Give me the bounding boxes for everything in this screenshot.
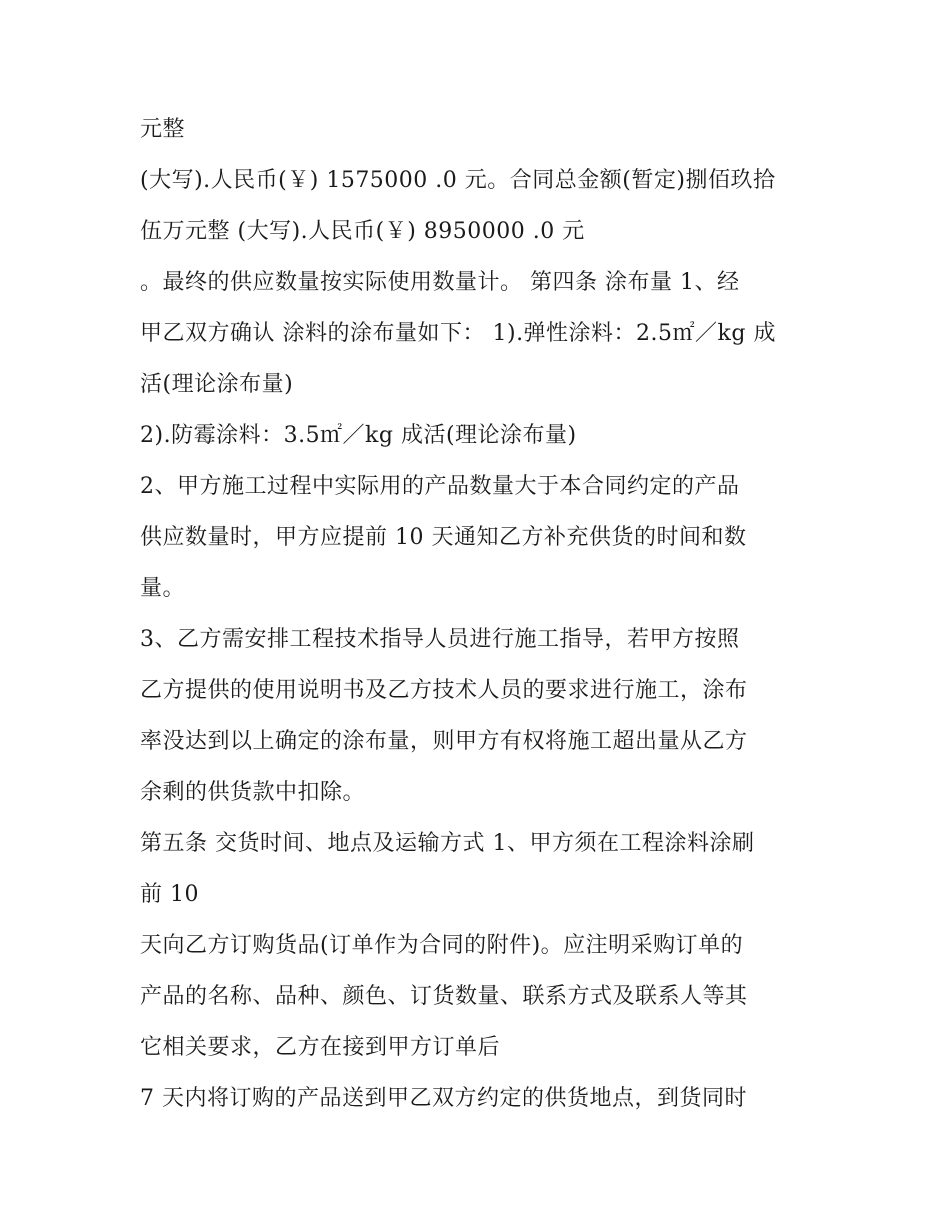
text-line: 乙方提供的使用说明书及乙方技术人员的要求进行施工，涂布 xyxy=(140,678,748,703)
text-line: 量。 xyxy=(140,576,186,601)
contract-text xyxy=(140,108,820,1128)
text-line: 2).防霉涂料：3.5㎡／kg 成活(理论涂布量) xyxy=(140,423,577,448)
text-line: 伍万元整 (大写).人民币(￥) 8950000 .0 元 xyxy=(140,219,585,244)
text-line: 它相关要求，乙方在接到甲方订单后 xyxy=(140,1035,501,1060)
text-line: 前 10 xyxy=(140,882,199,907)
text-line: 余剩的供货款中扣除。 xyxy=(140,780,366,805)
text-line: 率没达到以上确定的涂布量，则甲方有权将施工超出量从乙方 xyxy=(140,729,748,754)
text-line: (大写).人民币(￥) 1575000 .0 元。合同总金额(暂定)捌佰玖拾 xyxy=(140,168,776,193)
text-line: 。最终的供应数量按实际使用数量计。 第四条 涂布量 1、经 xyxy=(140,270,740,295)
text-line: 3、乙方需安排工程技术指导人员进行施工指导，若甲方按照 xyxy=(140,627,740,652)
text-line: 2、甲方施工过程中实际用的产品数量大于本合同约定的产品 xyxy=(140,474,740,499)
text-line: 7 天内将订购的产品送到甲乙双方约定的供货地点，到货同时 xyxy=(140,1086,747,1111)
text-line: 第五条 交货时间、地点及运输方式 1、甲方须在工程涂料涂刷 xyxy=(140,831,755,856)
text-line: 天向乙方订购货品(订单作为合同的附件)。应注明采购订单的 xyxy=(140,933,744,958)
text-line: 元整 xyxy=(140,117,186,142)
text-line: 供应数量时，甲方应提前 10 天通知乙方补充供货的时间和数 xyxy=(140,525,747,550)
text-line: 活(理论涂布量) xyxy=(140,372,294,397)
text-line: 甲乙双方确认 涂料的涂布量如下： 1).弹性涂料：2.5㎡／kg 成 xyxy=(140,321,776,346)
text-line: 产品的名称、品种、颜色、订货数量、联系方式及联系人等其 xyxy=(140,984,748,1009)
